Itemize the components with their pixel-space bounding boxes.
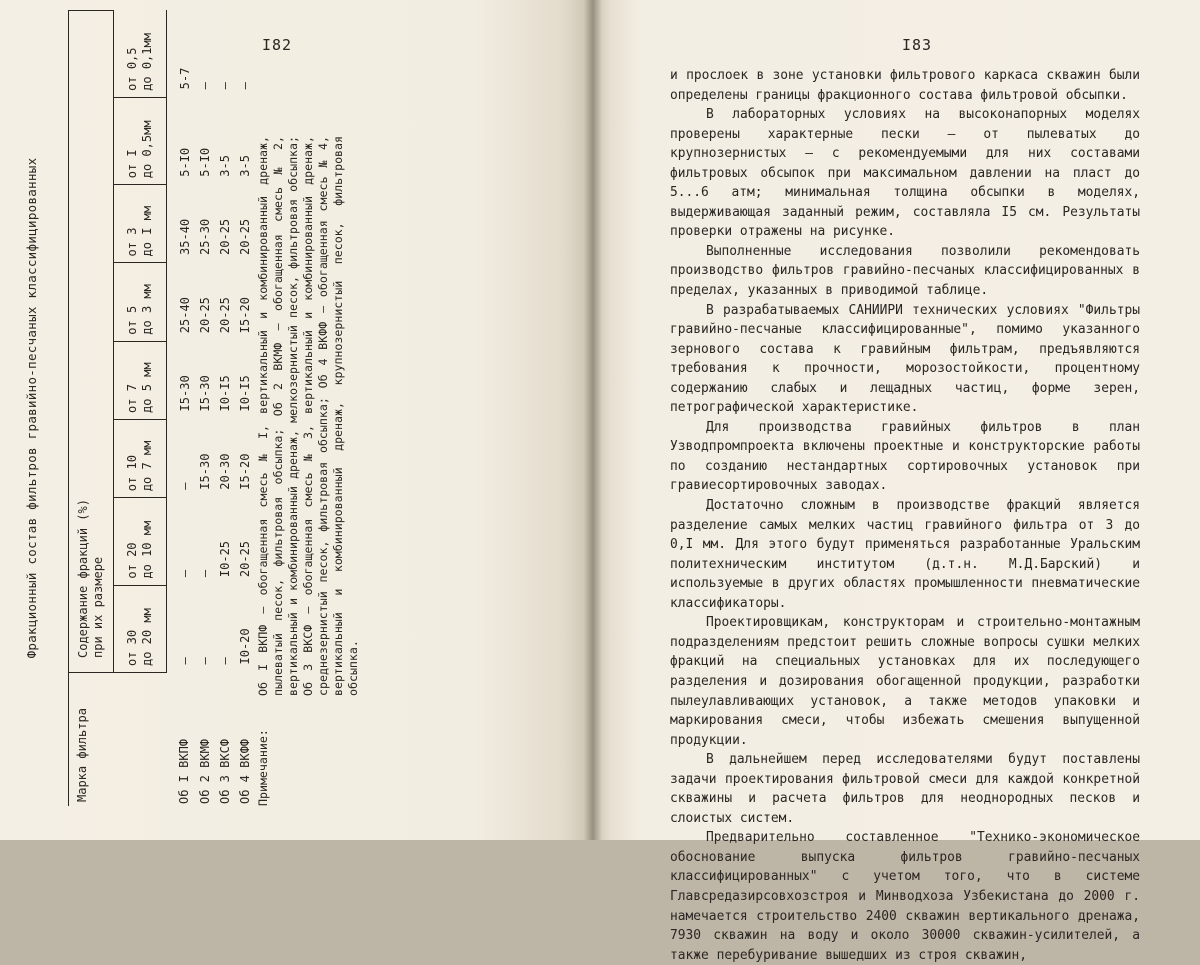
table-cell: 5-7 <box>177 67 192 90</box>
table-cell: 25-30 <box>197 218 212 255</box>
body-text <box>670 66 1148 965</box>
table-cell: – <box>217 82 232 90</box>
column-header: от 0,5 до 0,1мм <box>114 11 167 98</box>
mark-column-header: Марка фильтра <box>69 673 167 807</box>
paragraph: Выполненные исследования позволили рекомендовать производство фильтров гравийно-песчаных классифицированных в пределах, указанных в приводимой таблице. <box>670 243 1148 299</box>
table-cell: 35-40 <box>177 218 192 255</box>
table-cell: – <box>197 657 212 665</box>
paragraph: В лабораторных условиях на высоконапорных моделях проверены характерные пески – от пылеватых до крупнозернистых – с рекомендуемыми для них составами фильтровых обсыпок при максимальном давлении на пласт до 5...6 атм; минимальная толщина обсыпки в моделях, выдерживающая заданный режим, составляла I5 см. Результаты проверки отражены на рисунке. <box>670 107 1148 240</box>
left-page <box>0 0 592 840</box>
table-cell: I5-30 <box>177 375 192 412</box>
table-cell: 20-25 <box>217 297 232 334</box>
column-header: от 20 до 10 мм <box>114 498 167 585</box>
right-page-number: I83 <box>902 36 933 54</box>
fraction-table <box>68 10 255 806</box>
table-cell: 3-5 <box>237 155 252 177</box>
table-cell: 20-25 <box>217 218 232 255</box>
fraction-group-title: Содержание фракций (%) <box>76 499 90 658</box>
table-cell: 3-5 <box>217 155 232 177</box>
paragraph: Проектировщикам, конструкторам и строительно-монтажным подразделениям предстоит решить сложные вопросы сушки мелких фракций на специальных установках для их последующего разделения и дозирования обогащенной продукции, разработки пылеулавливающих установок, а также методов упаковки и маркирования смеси, чтобы избежать смешения выпущенной продукции. <box>670 615 1148 748</box>
table-cell: – <box>237 82 252 90</box>
table-row <box>215 11 235 807</box>
column-header: от 7 до 5 мм <box>114 341 167 419</box>
table-cell: I0-20 <box>237 628 252 665</box>
column-header: от I до 0,5мм <box>114 97 167 184</box>
table-cell: I5-30 <box>197 375 212 412</box>
column-header: от 5 до 3 мм <box>114 263 167 341</box>
table-cell: 20-25 <box>237 540 252 578</box>
row-mark: Об I ВКПФ <box>177 738 192 804</box>
paragraph: Достаточно сложным в производстве фракций является разделение самых мелких частиц гравийного фильтра от 3 до 0,I мм. Для этого будут применяться разработанные Уральским политехническим институтом (д.т.н. М.Д.Барский) и используемые в других областях промышленности пневматические классификаторы. <box>670 498 1148 611</box>
table-cell: 20-30 <box>217 453 232 490</box>
table-cell: – <box>197 569 212 578</box>
row-mark: Об 3 ВКСФ <box>217 738 232 804</box>
column-header: от 3 до I мм <box>114 185 167 263</box>
left-page-number: I82 <box>262 36 293 54</box>
table-title: Фракционный состав фильтров гравийно-песчаных классифицированных <box>24 157 39 659</box>
table-cell: I5-20 <box>237 453 252 490</box>
paragraph: Предварительно составленное "Технико-экономическое обоснование выпуска фильтров гравийно-песчаных классифицированных" с учетом того, что в системе Главсредазирсовхозстроя и Минводхоза Узбекистана до 2000 г. намечается строительство 2400 скважин вертикального дренажа, 7930 скважин на воду и около 30000 скважин-усилителей, а также перебуривание вышедших из строя скважин, <box>670 830 1148 963</box>
book-gutter <box>584 0 602 840</box>
table-cell: – <box>197 82 212 90</box>
table-row <box>235 11 255 807</box>
fraction-group-header <box>69 11 114 673</box>
paragraph: В разрабатываемых САНИИРИ технических условиях "Фильтры гравийно-песчаные классифицированные", помимо указанного зернового состава к гравийным фильтрам, предъявляются требования к прочности, морозостойкости, процентному содержанию слабых и лещадных частиц, форме зерен, петрографической характеристике. <box>670 302 1148 416</box>
paragraph: и прослоек в зоне установки фильтрового каркаса скважин были определены границы фракционного состава фильтровой обсыпки. <box>670 68 1148 103</box>
column-header: от 30 до 20 мм <box>114 585 167 672</box>
table-cell: I5-20 <box>237 297 252 334</box>
note-text: Об I ВКПФ – обогащенная смесь № I, вертикальный и комбинированный дренаж, пылеватый песок, фильтровая обсыпка; Об 2 ВКМФ – обогащенная смесь № 2, вертикальный и комбинированный дренаж, мелкозернистый песок, фильтровая обсыпка; Об 3 ВКСФ – обогащенная смесь № 3, вертикальный и комбинированный дренаж, среднезернистый песок, фильтровая обсыпка; Об 4 ВКФФ – обогащенная смесь № 4, вертикальный и комбинированный дренаж, крупнозернистый песок, фильтровая обсыпка. <box>256 136 360 696</box>
table-cell: – <box>217 657 232 665</box>
table-cell: 5-I0 <box>197 147 212 177</box>
table-cell: 20-25 <box>197 297 212 334</box>
table-cell: I0-25 <box>217 540 232 578</box>
table-cell: 20-25 <box>237 218 252 255</box>
table-row <box>167 11 196 807</box>
row-mark: Об 4 ВКФФ <box>237 738 252 804</box>
fraction-group-subtitle: при их размере <box>91 556 105 658</box>
column-header: от 10 до 7 мм <box>114 419 167 497</box>
note-label: Примечание: <box>256 729 270 806</box>
row-mark: Об 2 ВКМФ <box>197 738 212 804</box>
paragraph: Для производства гравийных фильтров в план Узводпромпроекта включены проектные и конструкторские работы по созданию нестандартных сортировочных установок при гравиесортировочных заводах. <box>670 419 1148 494</box>
table-cell: – <box>177 657 192 665</box>
paragraph: В дальнейшем перед исследователями будут поставлены задачи проектирования фильтровой смеси для каждой конкретной скважины и расчета фильтров для неоднородных песков и слоистых систем. <box>670 752 1148 826</box>
table-cell: 5-I0 <box>177 147 192 177</box>
table-row <box>195 11 215 807</box>
table-cell: – <box>177 482 192 490</box>
right-page <box>592 0 1200 963</box>
rotated-table-block <box>24 10 360 806</box>
table-cell: 25-40 <box>177 297 192 334</box>
table-cell: – <box>177 569 192 578</box>
table-cell: I0-I5 <box>217 375 232 412</box>
table-cell: I0-I5 <box>237 375 252 412</box>
table-cell: I5-30 <box>197 453 212 490</box>
